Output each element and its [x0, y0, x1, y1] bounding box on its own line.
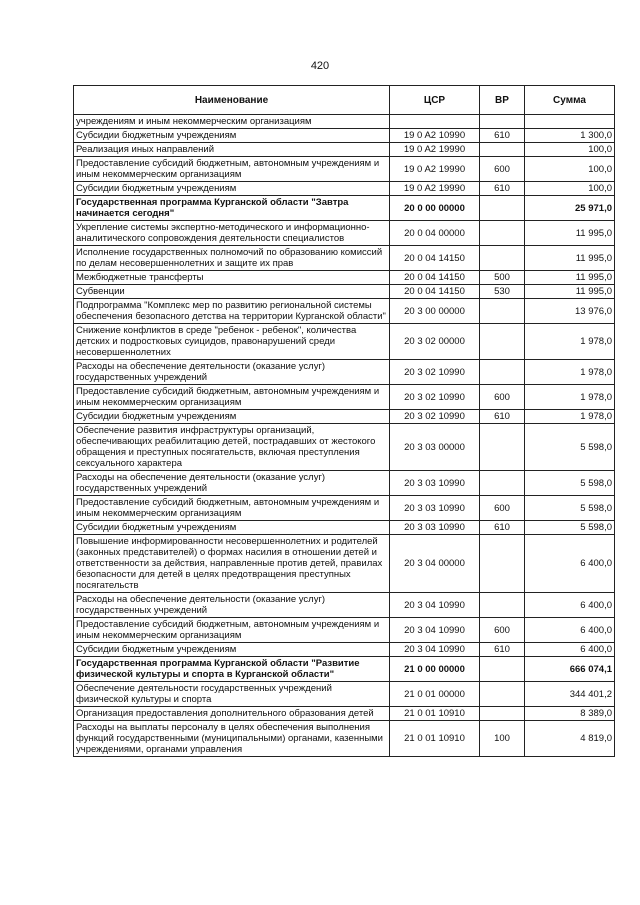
cell-name: Расходы на обеспечение деятельности (оказание услуг) государственных учреждений — [74, 471, 390, 496]
table-row — [74, 707, 615, 721]
cell-sum: 5 598,0 — [525, 424, 615, 471]
cell-sum: 344 401,2 — [525, 682, 615, 707]
cell-csr: 20 3 04 10990 — [390, 593, 480, 618]
cell-sum: 11 995,0 — [525, 271, 615, 285]
cell-vr: 530 — [480, 285, 525, 299]
cell-sum: 5 598,0 — [525, 496, 615, 521]
cell-vr: 100 — [480, 721, 525, 757]
cell-vr — [480, 143, 525, 157]
page-number: 420 — [310, 60, 330, 72]
cell-sum: 666 074,1 — [525, 657, 615, 682]
table-row — [74, 196, 615, 221]
cell-sum: 1 978,0 — [525, 410, 615, 424]
table-row — [74, 657, 615, 682]
cell-vr — [480, 471, 525, 496]
table-row — [74, 115, 615, 129]
cell-name: Обеспечение развития инфраструктуры организаций, обеспечивающих реабилитацию детей, пострадавших от жестокого обращения и преступных посягательств, включая преступления сексуального характера — [74, 424, 390, 471]
cell-csr: 21 0 01 10910 — [390, 721, 480, 757]
cell-vr — [480, 115, 525, 129]
table-row — [74, 324, 615, 360]
cell-sum: 11 995,0 — [525, 246, 615, 271]
cell-csr: 20 3 04 10990 — [390, 643, 480, 657]
cell-name: Субсидии бюджетным учреждениям — [74, 129, 390, 143]
table-row — [74, 143, 615, 157]
header-csr: ЦСР — [390, 86, 480, 115]
cell-sum: 100,0 — [525, 182, 615, 196]
table-row — [74, 285, 615, 299]
cell-csr: 20 3 02 10990 — [390, 410, 480, 424]
table-row — [74, 721, 615, 757]
cell-name: Организация предоставления дополнительного образования детей — [74, 707, 390, 721]
cell-csr: 20 3 03 00000 — [390, 424, 480, 471]
table-row — [74, 682, 615, 707]
cell-name: Субсидии бюджетным учреждениям — [74, 643, 390, 657]
cell-vr: 610 — [480, 129, 525, 143]
table-row — [74, 593, 615, 618]
cell-name: Субсидии бюджетным учреждениям — [74, 182, 390, 196]
cell-csr: 20 3 00 00000 — [390, 299, 480, 324]
cell-vr: 610 — [480, 410, 525, 424]
cell-vr: 600 — [480, 496, 525, 521]
cell-name: Повышение информированности несовершеннолетних и родителей (законных представителей) о формах насилия в отношении детей и ответственности за действия, направленные против детей, правилах безопасности для детей в целях предотвращения преступных посягательств — [74, 535, 390, 593]
cell-vr — [480, 593, 525, 618]
cell-name: Исполнение государственных полномочий по образованию комиссий по делам несовершеннолетних и защите их прав — [74, 246, 390, 271]
cell-name: Предоставление субсидий бюджетным, автономным учреждениям и иным некоммерческим организациям — [74, 385, 390, 410]
cell-sum — [525, 115, 615, 129]
header-sum: Сумма — [525, 86, 615, 115]
cell-csr: 20 0 04 00000 — [390, 221, 480, 246]
cell-csr: 20 3 03 10990 — [390, 471, 480, 496]
cell-vr: 600 — [480, 385, 525, 410]
table-row — [74, 424, 615, 471]
cell-vr — [480, 682, 525, 707]
cell-sum: 100,0 — [525, 143, 615, 157]
budget-table — [73, 85, 615, 757]
cell-sum: 6 400,0 — [525, 618, 615, 643]
cell-sum: 100,0 — [525, 157, 615, 182]
cell-csr: 20 0 04 14150 — [390, 285, 480, 299]
cell-name: Реализация иных направлений — [74, 143, 390, 157]
cell-csr: 20 3 02 00000 — [390, 324, 480, 360]
cell-csr: 20 3 02 10990 — [390, 360, 480, 385]
cell-vr — [480, 707, 525, 721]
cell-sum: 4 819,0 — [525, 721, 615, 757]
cell-csr: 20 3 04 10990 — [390, 618, 480, 643]
cell-csr: 19 0 A2 19990 — [390, 157, 480, 182]
cell-sum: 1 300,0 — [525, 129, 615, 143]
table-row — [74, 385, 615, 410]
cell-vr — [480, 246, 525, 271]
cell-csr: 20 3 02 10990 — [390, 385, 480, 410]
cell-csr: 20 0 04 14150 — [390, 271, 480, 285]
cell-sum: 1 978,0 — [525, 385, 615, 410]
cell-csr: 19 0 A2 19990 — [390, 182, 480, 196]
cell-vr — [480, 324, 525, 360]
cell-name: Обеспечение деятельности государственных учреждений физической культуры и спорта — [74, 682, 390, 707]
cell-name: Субсидии бюджетным учреждениям — [74, 521, 390, 535]
cell-sum: 6 400,0 — [525, 643, 615, 657]
cell-vr — [480, 535, 525, 593]
cell-name: Подпрограмма "Комплекс мер по развитию региональной системы обеспечения безопасного детства на территории Курганской области" — [74, 299, 390, 324]
cell-vr: 610 — [480, 521, 525, 535]
cell-vr: 610 — [480, 182, 525, 196]
cell-csr: 20 3 04 00000 — [390, 535, 480, 593]
table-row — [74, 471, 615, 496]
cell-csr: 20 0 00 00000 — [390, 196, 480, 221]
table-row — [74, 618, 615, 643]
cell-sum: 1 978,0 — [525, 360, 615, 385]
cell-name: Государственная программа Курганской области "Развитие физической культуры и спорта в Курганской области" — [74, 657, 390, 682]
cell-vr — [480, 360, 525, 385]
cell-name: Расходы на обеспечение деятельности (оказание услуг) государственных учреждений — [74, 360, 390, 385]
cell-csr: 20 3 03 10990 — [390, 496, 480, 521]
table-row — [74, 496, 615, 521]
cell-vr — [480, 221, 525, 246]
cell-sum: 1 978,0 — [525, 324, 615, 360]
cell-csr: 20 0 04 14150 — [390, 246, 480, 271]
cell-vr: 600 — [480, 157, 525, 182]
cell-vr — [480, 196, 525, 221]
table-row — [74, 221, 615, 246]
cell-sum: 5 598,0 — [525, 521, 615, 535]
cell-name: Государственная программа Курганской области "Завтра начинается сегодня" — [74, 196, 390, 221]
cell-sum: 5 598,0 — [525, 471, 615, 496]
cell-name: Снижение конфликтов в среде "ребенок - ребенок", количества детских и подростковых суицидов, правонарушений среди несовершеннолетних — [74, 324, 390, 360]
cell-name: Межбюджетные трансферты — [74, 271, 390, 285]
table-body — [74, 115, 615, 757]
cell-sum: 6 400,0 — [525, 593, 615, 618]
cell-csr: 21 0 00 00000 — [390, 657, 480, 682]
cell-name: Предоставление субсидий бюджетным, автономным учреждениям и иным некоммерческим организациям — [74, 157, 390, 182]
table-row — [74, 643, 615, 657]
cell-sum: 13 976,0 — [525, 299, 615, 324]
cell-name: Субвенции — [74, 285, 390, 299]
cell-vr — [480, 299, 525, 324]
cell-csr: 20 3 03 10990 — [390, 521, 480, 535]
cell-csr: 21 0 01 00000 — [390, 682, 480, 707]
table-row — [74, 129, 615, 143]
table-row — [74, 360, 615, 385]
table-row — [74, 410, 615, 424]
cell-sum: 6 400,0 — [525, 535, 615, 593]
cell-name: учреждениям и иным некоммерческим организациям — [74, 115, 390, 129]
table-header-row — [74, 86, 615, 115]
table-row — [74, 535, 615, 593]
cell-vr: 600 — [480, 618, 525, 643]
cell-sum: 11 995,0 — [525, 285, 615, 299]
cell-name: Расходы на выплаты персоналу в целях обеспечения выполнения функций государственными (муниципальными) органами, казенными учреждениями, органами управления — [74, 721, 390, 757]
cell-csr — [390, 115, 480, 129]
table-row — [74, 182, 615, 196]
cell-name: Предоставление субсидий бюджетным, автономным учреждениям и иным некоммерческим организациям — [74, 618, 390, 643]
table-row — [74, 299, 615, 324]
cell-sum: 11 995,0 — [525, 221, 615, 246]
cell-name: Расходы на обеспечение деятельности (оказание услуг) государственных учреждений — [74, 593, 390, 618]
cell-name: Предоставление субсидий бюджетным, автономным учреждениям и иным некоммерческим организациям — [74, 496, 390, 521]
cell-vr: 610 — [480, 643, 525, 657]
cell-sum: 25 971,0 — [525, 196, 615, 221]
table-row — [74, 246, 615, 271]
cell-sum: 8 389,0 — [525, 707, 615, 721]
cell-csr: 19 0 A2 19990 — [390, 143, 480, 157]
table-row — [74, 271, 615, 285]
table-row — [74, 521, 615, 535]
cell-vr — [480, 657, 525, 682]
cell-csr: 19 0 A2 10990 — [390, 129, 480, 143]
table-row — [74, 157, 615, 182]
cell-name: Субсидии бюджетным учреждениям — [74, 410, 390, 424]
header-name: Наименование — [74, 86, 390, 115]
cell-csr: 21 0 01 10910 — [390, 707, 480, 721]
header-vr: ВР — [480, 86, 525, 115]
cell-name: Укрепление системы экспертно-методического и информационно-аналитического сопровождения деятельности специалистов — [74, 221, 390, 246]
cell-vr — [480, 424, 525, 471]
cell-vr: 500 — [480, 271, 525, 285]
